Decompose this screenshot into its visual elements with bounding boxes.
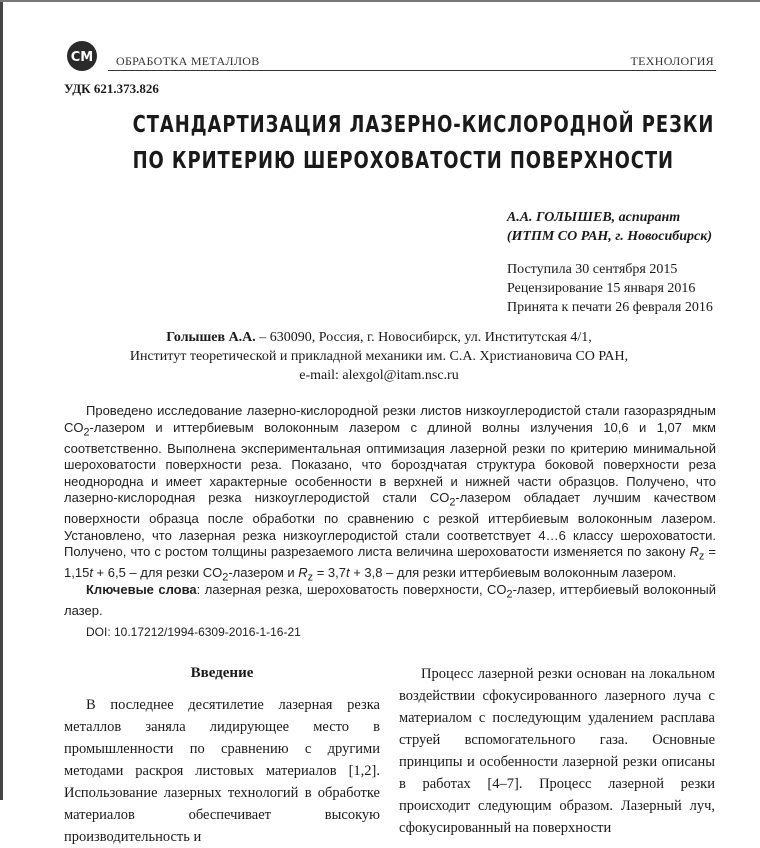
article-title-line-1: СТАНДАРТИЗАЦИЯ ЛАЗЕРНО-КИСЛОРОДНОЙ РЕЗКИ [132, 112, 715, 138]
article-dates [507, 260, 713, 317]
date-reviewed: Рецензирование 15 января 2016 [507, 281, 696, 296]
udc-code: УДК 621.373.826 [64, 81, 159, 96]
contact-address-2: Институт теоретической и прикладной механики им. С.А. Христиановича СО РАН, [129, 349, 629, 364]
abstract: Проведено исследование лазерно-кислородной резки листов низкоуглеродистой стали газоразрядным $CO_2$-лазером и иттербиевым волоконным лазером с длиной волны излучения 10,6 и 1,07 мкм соответственно. Выполнена экспериментальная оптимизация лазерной резки по критерию минимальной шероховатости поверхности реза. Показано, что бороздчатая структура боковой поверхности реза неоднородна и имеет характерные особенности в верхней и нижней части образцов. Получено, что лазерно-кислородная резка низкоуглеродистой стали $CO_2$-лазером обладает лучшим качеством поверхности образца после обработки по сравнению с резкой иттербиевым волоконным лазером. Установлено, что лазерная резка низкоуглеродистой стали соответствует 4…6 классу шероховатости. Получено, что с ростом толщины разрезаемого листа величина шероховатости изменяется по закону $R_z = 1,15t + 6,5$ – для резки $CO_2$-лазером и $R_z = 3,7t + 3,8$ – для резки иттербиевым волоконным лазером. [64, 403, 716, 584]
body-column-left [64, 662, 380, 848]
body-column-right [399, 662, 715, 839]
keywords: Ключевые слова: лазерная резка, шероховатость поверхности, $CO_2$-лазер, иттербиевый волоконный лазер. [64, 582, 716, 619]
contact-block [64, 328, 694, 385]
contact-email[interactable]: e-mail: alexgol@itam.nsc.ru [299, 368, 459, 383]
doi[interactable]: DOI: 10.17212/1994-6309-2016-1-16-21 [86, 625, 301, 639]
page-top-border [0, 0, 760, 2]
intro-paragraph-right: Процесс лазерной резки основан на локальном воздействии сфокусированного лазерного луча с материалом с последующим удалением расплава струей вспомогательного газа. Основные принципы и особенности лазерной резки описаны в работах [4–7]. Процесс лазерной резки происходит следующим образом. Лазерный луч, сфокусированный на поверхности [399, 666, 715, 836]
intro-paragraph-left: В последнее десятилетие лазерная резка металлов заняла лидирующее место в промышленности по сравнению с другими методами раскроя листовых материалов [1,2]. Использование лазерных технологий в обработке материалов обеспечивает высокую производительность и [64, 697, 380, 845]
journal-logo-icon [66, 40, 98, 72]
date-received: Поступила 30 сентября 2015 [507, 262, 678, 277]
header-rule [108, 70, 716, 71]
contact-name: Голышев А.А. [166, 330, 256, 345]
section-heading-introduction: Введение [190, 665, 254, 681]
author-affiliation: (ИТПМ СО РАН, г. Новосибирск) [506, 229, 712, 244]
contact-address-1: – 630090, Россия, г. Новосибирск, ул. Институтская 4/1, [255, 330, 592, 345]
author-name: А.А. ГОЛЫШЕВ, аспирант [506, 210, 681, 225]
author-block [507, 208, 712, 246]
journal-name: ОБРАБОТКА МЕТАЛЛОВ [116, 54, 260, 68]
journal-logo-text: СМ [70, 50, 94, 65]
journal-section: ТЕХНОЛОГИЯ [630, 54, 714, 68]
article-title-line-2: ПО КРИТЕРИЮ ШЕРОХОВАТОСТИ ПОВЕРХНОСТИ [132, 148, 674, 174]
date-accepted: Принята к печати 26 февраля 2016 [507, 300, 713, 315]
page-left-border [0, 0, 3, 800]
journal-header [64, 40, 724, 74]
keywords-label: Ключевые слова [86, 582, 197, 597]
